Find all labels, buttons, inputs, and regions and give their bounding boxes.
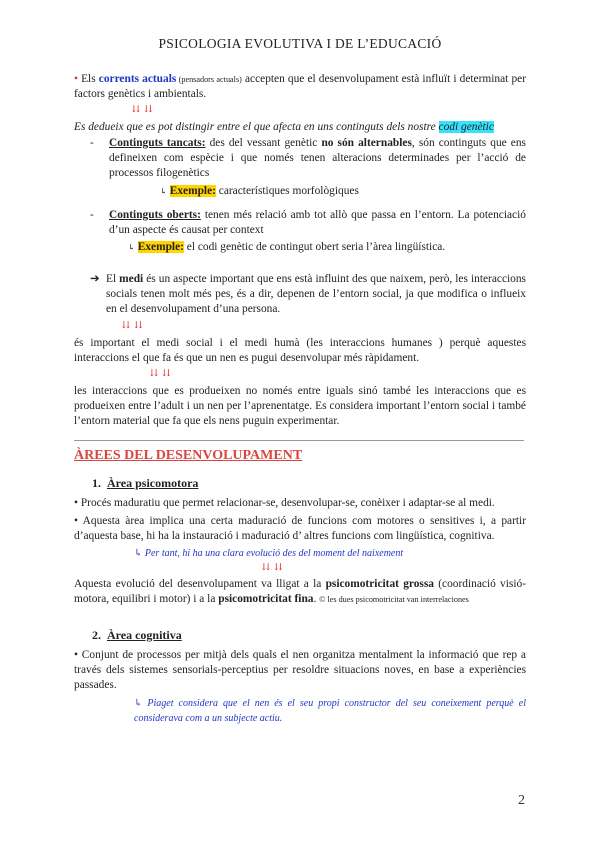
example-open: ↳ Exemple: el codi genètic de contingut obert seria l’àrea lingüística. <box>128 241 446 253</box>
open-contents-item: Continguts oberts: tenen més relació amb tot allò que passa en l’entorn. La potenciació d’un aspecte és causat per context <box>109 209 526 236</box>
double-arrow-icon: ⇊ ⇊ <box>150 369 172 379</box>
subsection-cognitive: 2. Àrea cognitiva <box>92 628 182 642</box>
double-arrow-icon: ⇊ ⇊ <box>132 105 154 115</box>
interactions-paragraph: les interaccions que es produeixen no només entre iguals sinó també les interaccions que es produeixen entre l’adult i un nen per l’aprenentatge. Es considera important l’entorn social i també l’entorn material que fa que els nens puguin experimentar. <box>74 385 526 427</box>
deduction-paragraph: Es dedueix que es pot distingir entre el que afecta en uns continguts dels nostre codi genètic <box>74 121 494 133</box>
page-number: 2 <box>518 793 525 808</box>
dash-bullet: - <box>90 137 94 149</box>
corner-arrow-icon: ↳ <box>160 187 167 196</box>
divider <box>74 440 524 441</box>
dash-bullet: - <box>90 209 94 221</box>
right-arrow-icon: ➔ <box>90 273 100 285</box>
social-medium-paragraph: és important el medi social i el medi humà (les interaccions humanes ) perquè aquestes interaccions el que fa és que un nen es pugui desenvolupar més ràpidament. <box>74 337 526 364</box>
bullet: • <box>74 73 78 85</box>
medium-paragraph: El medi és un aspecte important que ens està influint des que naixem, però, les interaccions socials tenen molt més pes, és a dir, depenen de l’entorn social, ja que modifica o influeix en el desenvolupament d’una persona. <box>106 273 526 315</box>
page-title: PSICOLOGIA EVOLUTIVA I DE L’EDUCACIÓ <box>158 36 442 51</box>
term-open-contents: Continguts oberts: <box>109 209 201 221</box>
list-item: • Procés maduratiu que permet relacionar-se, desenvolupar-se, conèixer i adaptar-se al medi. <box>74 497 495 509</box>
double-arrow-icon: ⇊ ⇊ <box>262 563 284 573</box>
list-item: • Aquesta àrea implica una certa maduració de funcions com motores o sensitives i, a partir d’aquesta base, hi ha la instauració i maduració d’ altres funcions com lingüística, cognitiva. <box>74 515 526 542</box>
double-arrow-icon: ⇊ ⇊ <box>122 321 144 331</box>
corner-arrow-icon: ↳ <box>128 243 135 252</box>
closed-contents-item: Continguts tancats: des del vessant genètic no són alternables, són continguts que ens defineixen com espècie i que només tenen alteracions determinades per l’acció de processos filogenètics <box>109 137 526 179</box>
list-item: • Conjunt de processos per mitjà dels quals el nen organitza mentalment la informació que rep a través dels sistemes sensorials-perceptius per resoldre situacions noves, en base a experiències passades. <box>74 649 526 691</box>
intro-paragraph: • Els corrents actuals (pensadors actuals) accepten que el desenvolupament està influït i determinat per factors genètics i ambientals. <box>74 73 526 100</box>
example-label: Exemple: <box>137 241 184 253</box>
psychomotricity-paragraph: Aquesta evolució del desenvolupament va lligat a la psicomotricitat grossa (coordinació visió-motora, equilibri i motor) i a la psicomotricitat fina. © les dues psicomotricitat van interrelaciones <box>74 578 526 605</box>
section-heading: ÀREES DEL DESENVOLUPAMENT <box>74 448 303 463</box>
note-evolution: ↳ Per tant, hi ha una clara evolució des del moment del naixement <box>134 548 404 559</box>
term-closed-contents: Continguts tancats: <box>109 137 206 149</box>
highlight-genetic-code: codi genètic <box>438 121 494 133</box>
example-closed: ↳ Exemple: característiques morfològiques <box>160 185 359 197</box>
note-piaget: ↳ Piaget considera que el nen és el seu propi constructor del seu coneixement perquè el considerava com a un subjecte actiu. <box>134 698 526 724</box>
emphasis-term: corrents actuals <box>98 73 177 85</box>
subsection-psychomotor: 1. Àrea psicomotora <box>92 476 199 490</box>
example-label: Exemple: <box>169 185 216 197</box>
